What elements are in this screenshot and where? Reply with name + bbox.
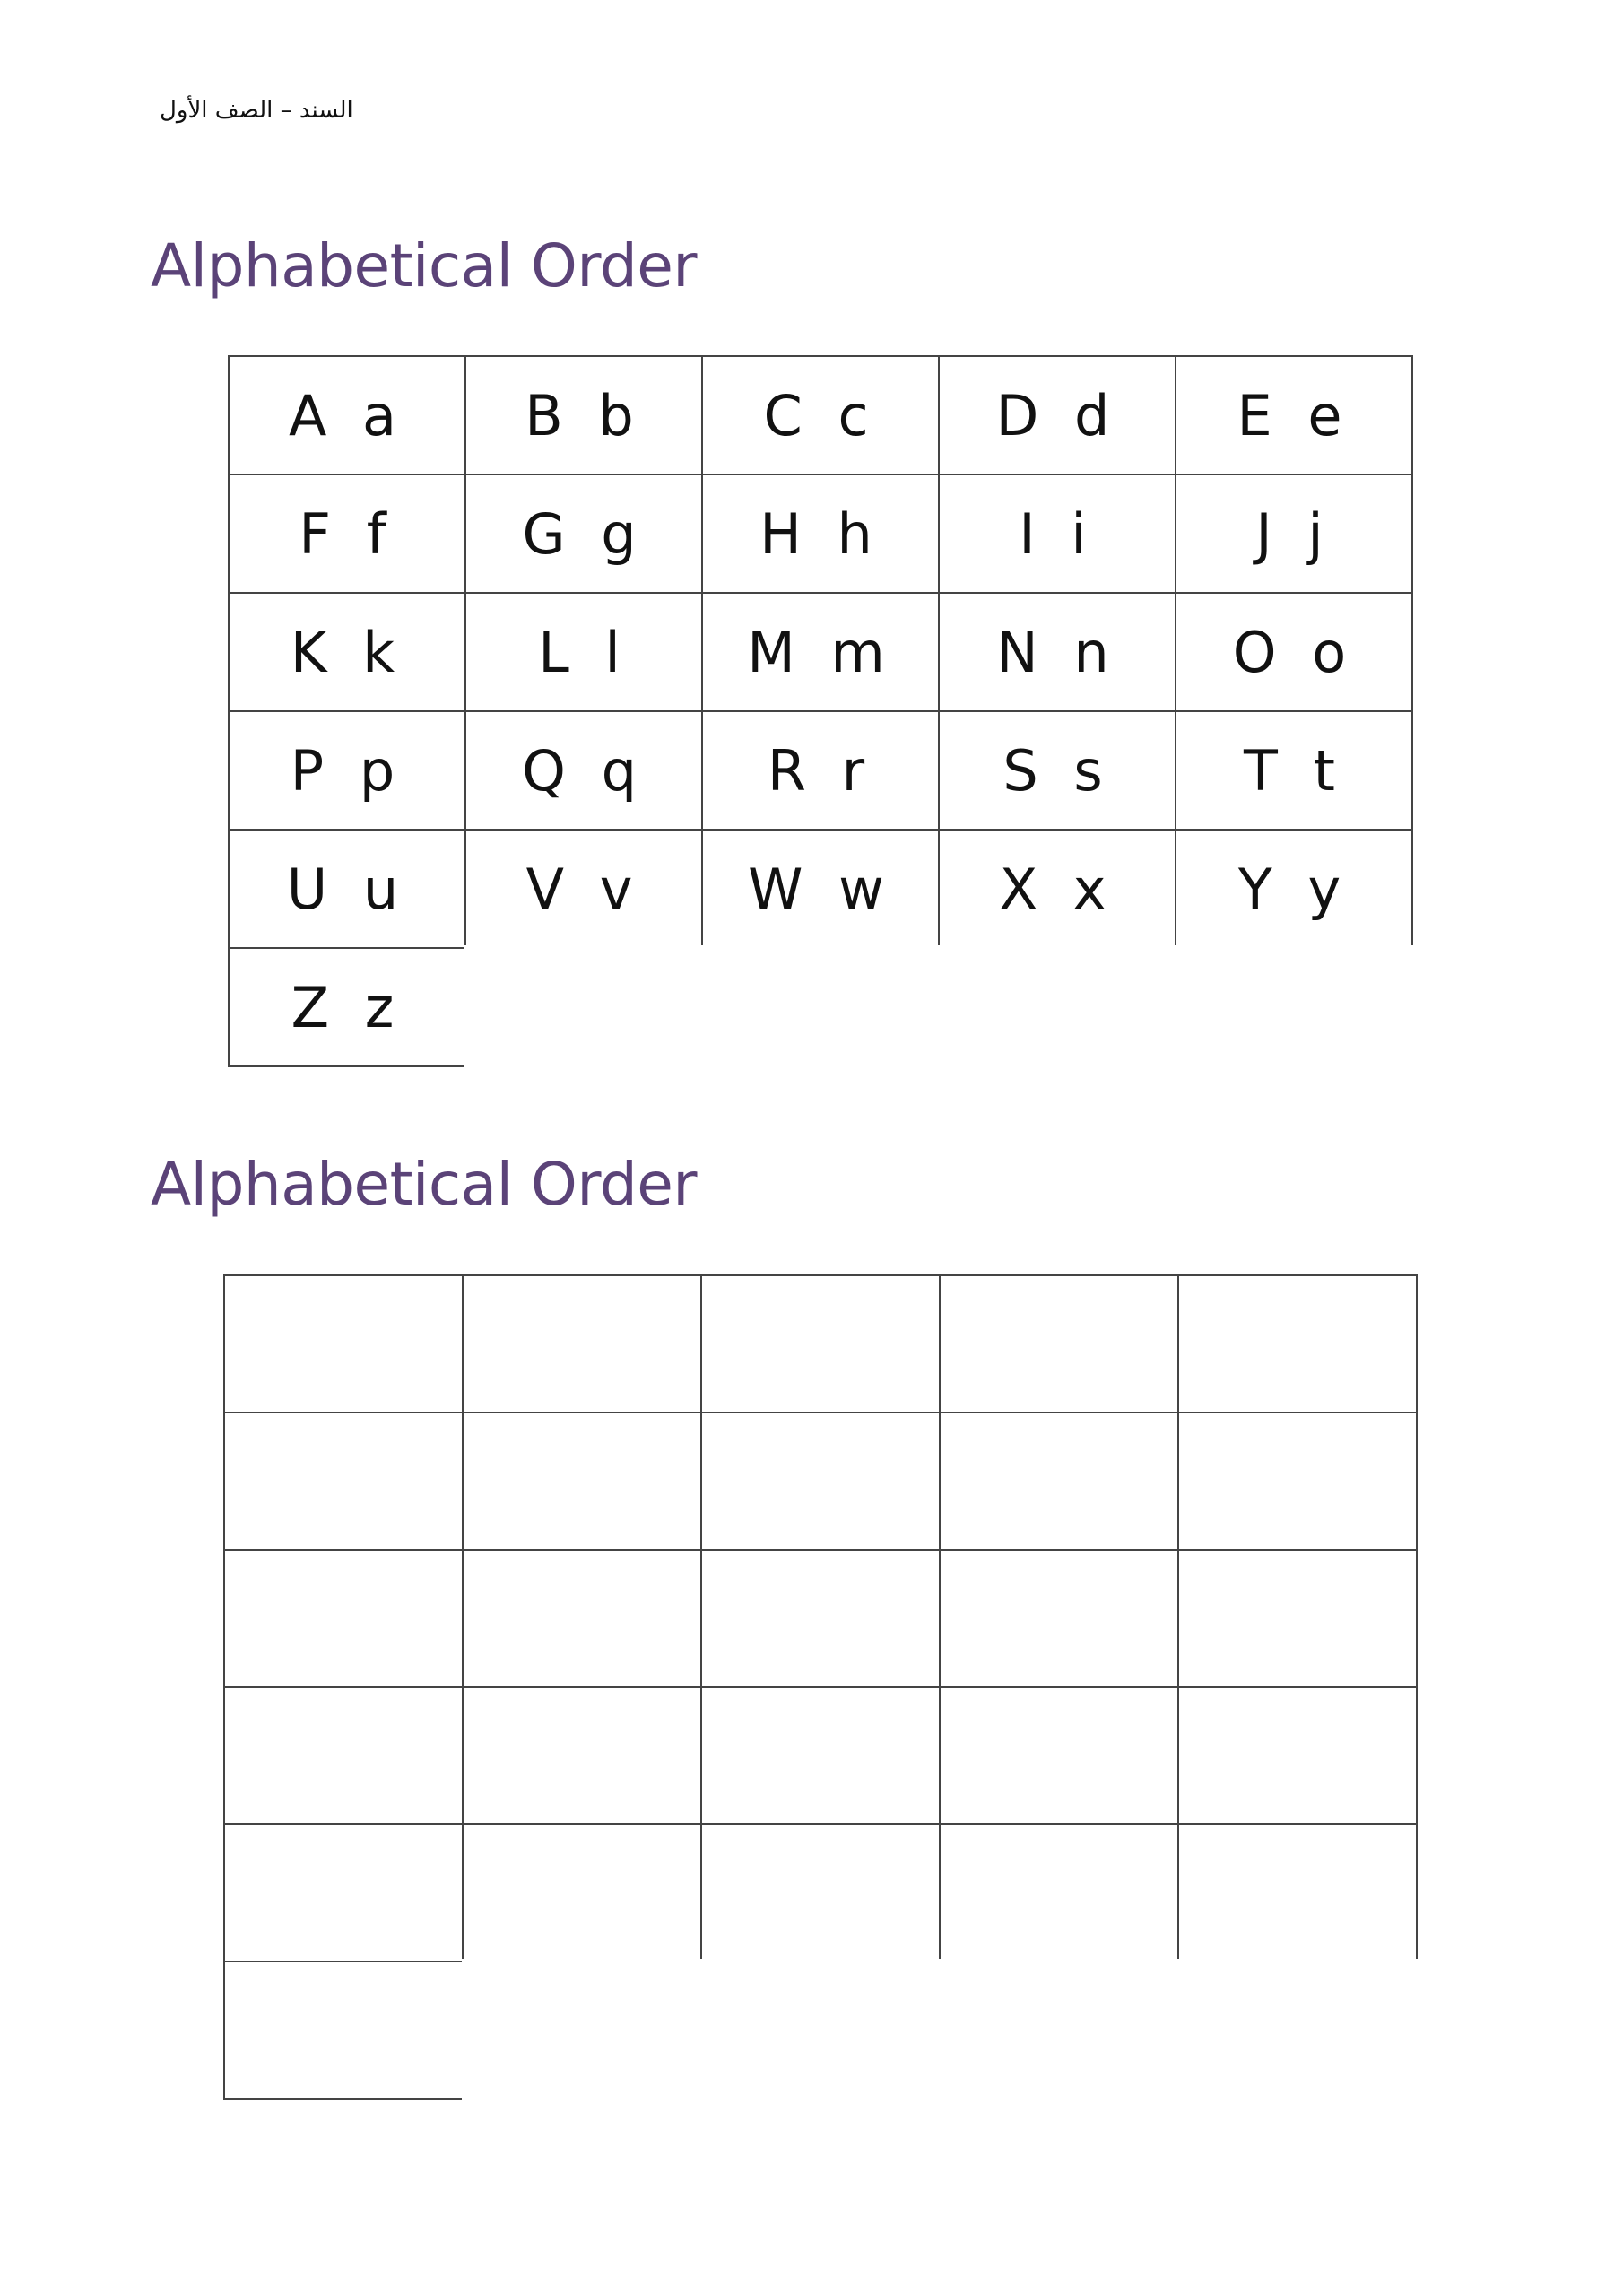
empty-slot [1176,947,1413,1067]
letter-cell: J j [1176,475,1413,594]
blank-writing-cell[interactable] [941,1551,1179,1688]
letter-cell: A a [230,357,466,475]
blank-writing-cell[interactable] [464,1825,702,1962]
blank-writing-cell[interactable] [1179,1276,1418,1413]
letter-cell: F f [230,475,466,594]
alphabet-practice-grid [223,1274,1418,2100]
empty-slot [464,1961,702,2100]
letter-cell: M m [703,594,940,712]
blank-writing-cell[interactable] [941,1825,1179,1962]
letter-cell: B b [466,357,703,475]
empty-slot [1179,1961,1418,2100]
letter-cell: T t [1176,712,1413,831]
empty-slot [940,947,1176,1067]
letter-cell: H h [703,475,940,594]
letter-cell: S s [940,712,1176,831]
blank-writing-cell[interactable] [702,1551,941,1688]
section-title-practice: Alphabetical Order [151,1150,697,1219]
letter-cell: G g [466,475,703,594]
blank-writing-cell[interactable] [464,1688,702,1825]
blank-writing-cell[interactable] [941,1688,1179,1825]
alphabet-reference-grid [228,355,1413,1067]
letter-cell: X x [940,831,1176,949]
blank-writing-cell[interactable] [941,1413,1179,1551]
letter-cell: Y y [1176,831,1413,949]
letter-cell: V v [466,831,703,949]
letter-cell: W w [703,831,940,949]
blank-writing-cell[interactable] [464,1276,702,1413]
letter-cell: U u [230,831,466,949]
letter-cell: I i [940,475,1176,594]
letter-cell: P p [230,712,466,831]
letter-cell: E e [1176,357,1413,475]
letter-cell: L l [466,594,703,712]
letter-cell: Q q [466,712,703,831]
page-header: السند – الصف الأول [160,97,353,124]
blank-writing-cell[interactable] [464,1551,702,1688]
blank-writing-cell[interactable] [1179,1413,1418,1551]
blank-writing-cell[interactable] [702,1413,941,1551]
letter-cell: C c [703,357,940,475]
blank-writing-cell[interactable] [464,1413,702,1551]
blank-writing-cell[interactable] [941,1276,1179,1413]
blank-writing-cell[interactable] [1179,1551,1418,1688]
empty-slot [466,947,703,1067]
blank-writing-cell[interactable] [225,1825,464,1962]
blank-writing-cell[interactable] [702,1825,941,1962]
empty-slot [702,1961,941,2100]
letter-cell: D d [940,357,1176,475]
section-title-reference: Alphabetical Order [151,231,697,300]
blank-writing-cell[interactable] [225,1276,464,1413]
blank-writing-cell[interactable] [225,1962,464,2100]
blank-writing-cell[interactable] [702,1276,941,1413]
empty-slot [941,1961,1179,2100]
letter-cell: O o [1176,594,1413,712]
letter-cell: N n [940,594,1176,712]
letter-cell: K k [230,594,466,712]
blank-writing-cell[interactable] [225,1688,464,1825]
empty-slot [703,947,940,1067]
blank-writing-cell[interactable] [225,1551,464,1688]
blank-writing-cell[interactable] [702,1688,941,1825]
letter-cell: Z z [230,949,466,1067]
blank-writing-cell[interactable] [225,1413,464,1551]
blank-writing-cell[interactable] [1179,1825,1418,1962]
blank-writing-cell[interactable] [1179,1688,1418,1825]
letter-cell: R r [703,712,940,831]
